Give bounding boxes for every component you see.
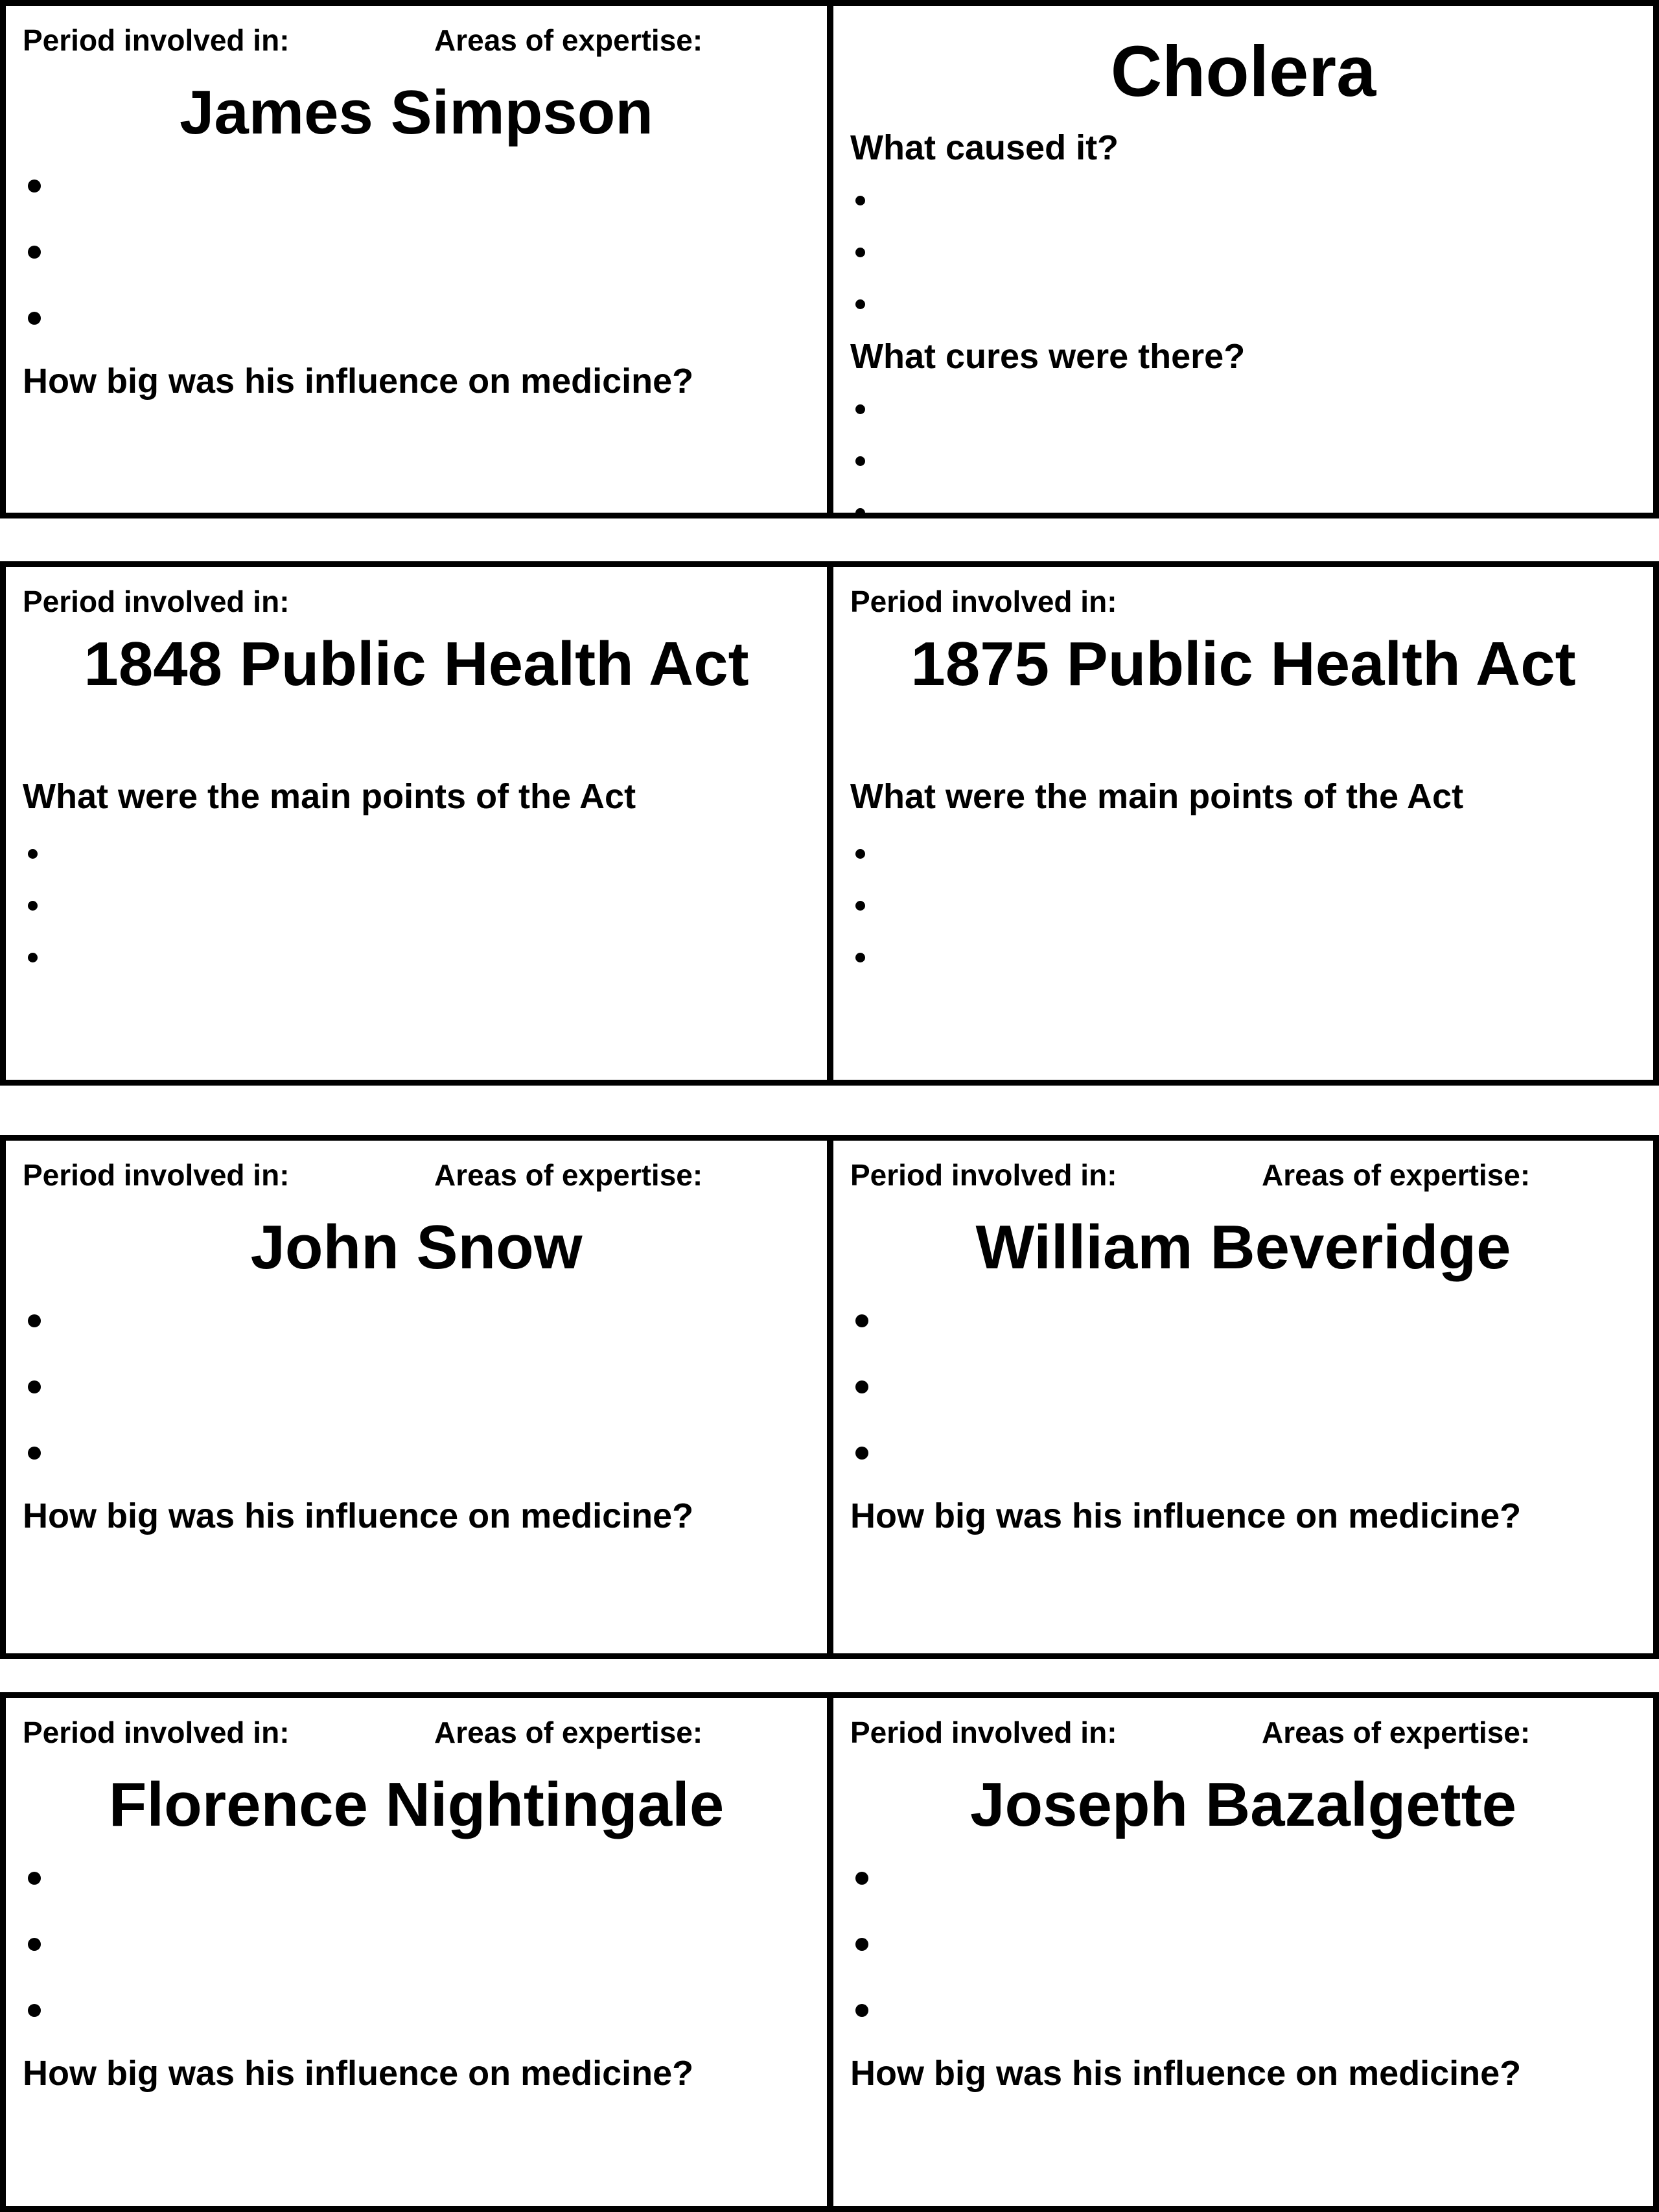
areas-label: Areas of expertise: bbox=[1262, 1158, 1531, 1192]
bullet-point bbox=[850, 1426, 870, 1492]
bullet-point bbox=[23, 291, 42, 357]
bullet-point bbox=[850, 437, 870, 489]
cures-question: What cures were there? bbox=[850, 337, 1246, 376]
bullet-list bbox=[850, 830, 870, 985]
bullet-point bbox=[23, 933, 42, 985]
influence-question: How big was his influence on medicine? bbox=[23, 362, 694, 401]
bullet-point bbox=[850, 1294, 870, 1360]
period-label: Period involved in: bbox=[23, 585, 290, 618]
card-meta bbox=[23, 23, 703, 58]
card-meta bbox=[850, 1715, 1531, 1750]
card-title: 1875 Public Health Act bbox=[911, 629, 1576, 699]
card-james-simpson bbox=[0, 0, 833, 518]
bullet-point bbox=[850, 1360, 870, 1426]
bullet-list bbox=[850, 1294, 870, 1492]
card-cholera bbox=[828, 0, 1659, 518]
bullet-list bbox=[23, 1851, 42, 2049]
period-label: Period involved in: bbox=[850, 585, 1117, 618]
period-label: Period involved in: bbox=[850, 1158, 1117, 1192]
areas-label: Areas of expertise: bbox=[434, 1158, 703, 1192]
period-label: Period involved in: bbox=[23, 1716, 290, 1749]
bullet-point bbox=[850, 489, 870, 541]
bullet-point bbox=[23, 225, 42, 291]
period-label: Period involved in: bbox=[23, 23, 290, 57]
act-question: What were the main points of the Act bbox=[23, 777, 636, 816]
card-title: Florence Nightingale bbox=[108, 1770, 725, 1839]
influence-question: How big was his influence on medicine? bbox=[850, 2054, 1522, 2093]
bullet-point bbox=[850, 385, 870, 437]
card-meta bbox=[23, 1158, 703, 1193]
period-label: Period involved in: bbox=[23, 1158, 290, 1192]
influence-question: How big was his influence on medicine? bbox=[23, 1496, 694, 1535]
card-title: James Simpson bbox=[180, 78, 653, 147]
card-title: Cholera bbox=[1110, 32, 1376, 111]
bullet-point bbox=[850, 830, 870, 881]
card-1875-public-health-act bbox=[828, 561, 1659, 1086]
row-3 bbox=[0, 1135, 1659, 1659]
influence-question: How big was his influence on medicine? bbox=[23, 2054, 694, 2093]
bullet-point bbox=[23, 1851, 42, 1917]
row-2 bbox=[0, 561, 1659, 1086]
bullet-list bbox=[23, 1294, 42, 1492]
act-question: What were the main points of the Act bbox=[850, 777, 1464, 816]
row-1 bbox=[0, 0, 1659, 518]
bullet-point bbox=[23, 1294, 42, 1360]
bullet-point bbox=[23, 1360, 42, 1426]
influence-question: How big was his influence on medicine? bbox=[850, 1496, 1522, 1535]
bullet-list bbox=[850, 385, 870, 541]
areas-label: Areas of expertise: bbox=[434, 1716, 703, 1749]
areas-label: Areas of expertise: bbox=[1262, 1716, 1531, 1749]
cause-question: What caused it? bbox=[850, 128, 1119, 167]
bullet-point bbox=[850, 176, 870, 228]
bullet-point bbox=[23, 830, 42, 881]
card-meta bbox=[850, 584, 1117, 619]
bullet-point bbox=[850, 280, 870, 332]
bullet-point bbox=[23, 881, 42, 933]
bullet-list bbox=[23, 159, 42, 357]
card-title: William Beveridge bbox=[975, 1213, 1511, 1282]
card-title: Joseph Bazalgette bbox=[970, 1770, 1516, 1839]
bullet-list bbox=[850, 176, 870, 332]
card-joseph-bazalgette bbox=[828, 1692, 1659, 2212]
bullet-point bbox=[850, 881, 870, 933]
bullet-point bbox=[850, 1983, 870, 2049]
row-4 bbox=[0, 1692, 1659, 2212]
card-john-snow bbox=[0, 1135, 833, 1659]
bullet-list bbox=[850, 1851, 870, 2049]
bullet-point bbox=[23, 159, 42, 225]
card-meta bbox=[23, 584, 290, 619]
card-title: John Snow bbox=[250, 1213, 583, 1282]
bullet-point bbox=[23, 1917, 42, 1983]
bullet-point bbox=[850, 228, 870, 280]
bullet-point bbox=[850, 1851, 870, 1917]
card-meta bbox=[23, 1715, 703, 1750]
card-meta bbox=[850, 1158, 1531, 1193]
bullet-point bbox=[23, 1426, 42, 1492]
card-florence-nightingale bbox=[0, 1692, 833, 2212]
bullet-list bbox=[23, 830, 42, 985]
period-label: Period involved in: bbox=[850, 1716, 1117, 1749]
bullet-point bbox=[850, 933, 870, 985]
card-1848-public-health-act bbox=[0, 561, 833, 1086]
card-title: 1848 Public Health Act bbox=[84, 629, 749, 699]
areas-label: Areas of expertise: bbox=[434, 23, 703, 57]
bullet-point bbox=[23, 1983, 42, 2049]
card-william-beveridge bbox=[828, 1135, 1659, 1659]
bullet-point bbox=[850, 1917, 870, 1983]
